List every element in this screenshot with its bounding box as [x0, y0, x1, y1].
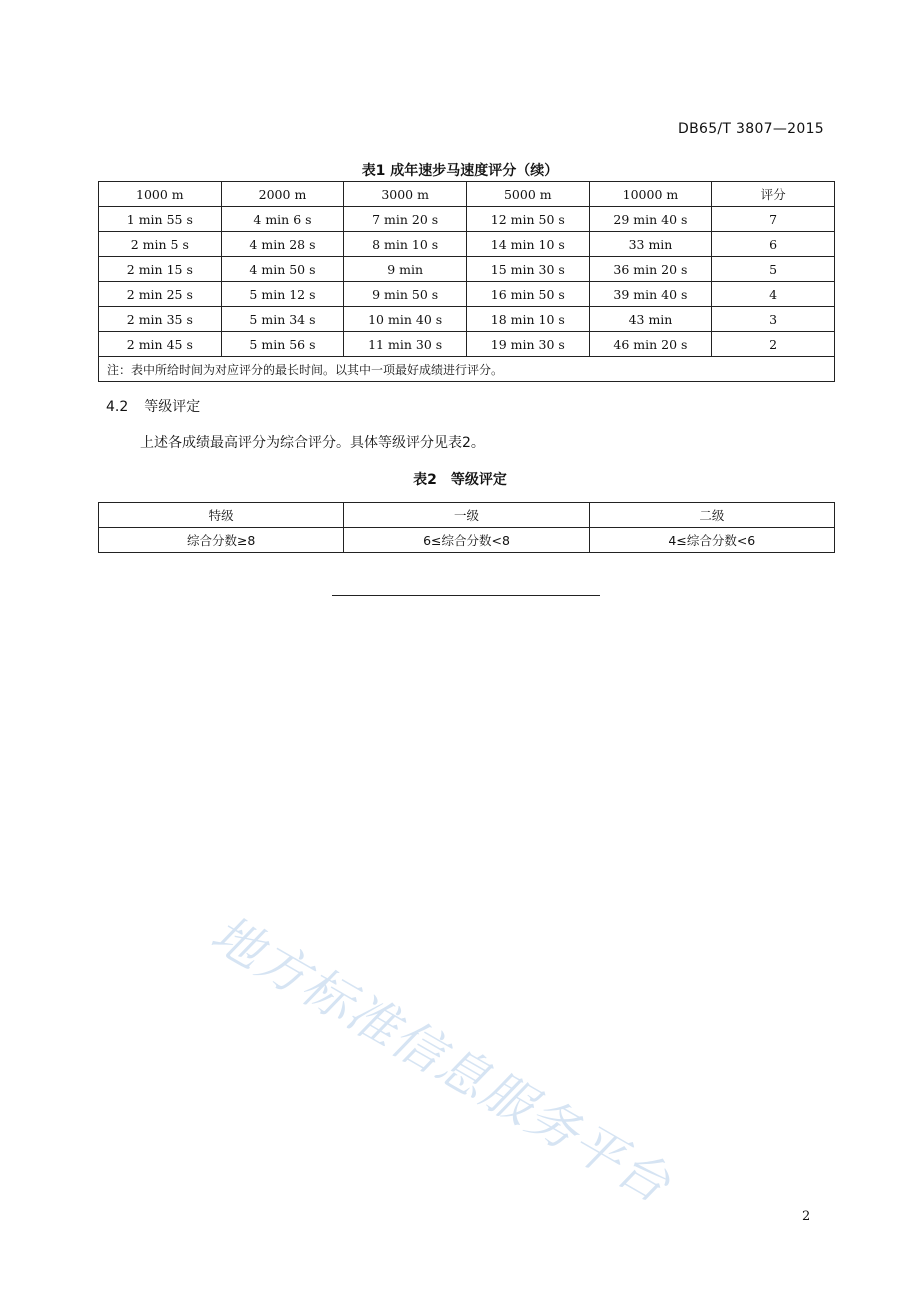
table-cell: 29 min 40 s — [589, 207, 712, 232]
table-cell: 19 min 30 s — [466, 332, 589, 357]
header-cell: 10000 m — [589, 182, 712, 207]
header-cell: 2000 m — [221, 182, 344, 207]
score-cell: 6 — [712, 232, 835, 257]
table-header-row — [99, 503, 835, 528]
section-number: 4.2 — [106, 399, 129, 415]
body-paragraph: 上述各成绩最高评分为综合评分。具体等级评分见表2。 — [140, 435, 485, 451]
table-cell: 12 min 50 s — [466, 207, 589, 232]
watermark: 地方标准信息服务平台 — [201, 904, 681, 1215]
header-cell: 二级 — [589, 503, 834, 528]
document-code: DB65/T 3807—2015 — [678, 121, 824, 137]
grade-table — [98, 502, 835, 553]
end-rule — [332, 595, 600, 596]
section-heading — [106, 396, 200, 416]
table-note: 注：表中所给时间为对应评分的最长时间。以其中一项最好成绩进行评分。 — [99, 357, 835, 382]
table-cell: 4≤综合分数<6 — [589, 528, 834, 553]
table-cell: 4 min 6 s — [221, 207, 344, 232]
table-cell: 8 min 10 s — [344, 232, 467, 257]
speed-score-table — [98, 181, 835, 382]
table-cell: 33 min — [589, 232, 712, 257]
table-cell: 10 min 40 s — [344, 307, 467, 332]
table-row — [99, 207, 835, 232]
table-cell: 2 min 45 s — [99, 332, 222, 357]
table-cell: 43 min — [589, 307, 712, 332]
table-cell: 2 min 25 s — [99, 282, 222, 307]
table-note-row — [99, 357, 835, 382]
table-cell: 14 min 10 s — [466, 232, 589, 257]
table-header-row — [99, 182, 835, 207]
table-cell: 39 min 40 s — [589, 282, 712, 307]
table-cell: 2 min 15 s — [99, 257, 222, 282]
table-row — [99, 528, 835, 553]
table-cell: 7 min 20 s — [344, 207, 467, 232]
table-cell: 15 min 30 s — [466, 257, 589, 282]
table-row — [99, 257, 835, 282]
table-cell: 9 min 50 s — [344, 282, 467, 307]
table-row — [99, 232, 835, 257]
score-cell: 4 — [712, 282, 835, 307]
table1-caption: 表1 成年速步马速度评分（续） — [361, 163, 559, 179]
table-cell: 4 min 50 s — [221, 257, 344, 282]
header-cell: 5000 m — [466, 182, 589, 207]
page-number: 2 — [802, 1209, 811, 1224]
table-cell: 18 min 10 s — [466, 307, 589, 332]
table-cell: 6≤综合分数<8 — [344, 528, 589, 553]
header-cell: 一级 — [344, 503, 589, 528]
table-cell: 2 min 35 s — [99, 307, 222, 332]
table-cell: 2 min 5 s — [99, 232, 222, 257]
table-cell: 5 min 12 s — [221, 282, 344, 307]
table-cell: 16 min 50 s — [466, 282, 589, 307]
table-row — [99, 332, 835, 357]
score-cell: 7 — [712, 207, 835, 232]
header-cell: 特级 — [99, 503, 344, 528]
header-cell: 3000 m — [344, 182, 467, 207]
score-cell: 3 — [712, 307, 835, 332]
table-cell: 11 min 30 s — [344, 332, 467, 357]
table-cell: 1 min 55 s — [99, 207, 222, 232]
section-title: 等级评定 — [144, 399, 201, 415]
table-cell: 5 min 56 s — [221, 332, 344, 357]
table-cell: 5 min 34 s — [221, 307, 344, 332]
score-cell: 2 — [712, 332, 835, 357]
header-cell: 1000 m — [99, 182, 222, 207]
table-cell: 4 min 28 s — [221, 232, 344, 257]
table-cell: 9 min — [344, 257, 467, 282]
header-cell: 评分 — [712, 182, 835, 207]
table-row — [99, 307, 835, 332]
table-cell: 综合分数≥8 — [99, 528, 344, 553]
table-cell: 36 min 20 s — [589, 257, 712, 282]
table-cell: 46 min 20 s — [589, 332, 712, 357]
table2-caption: 表2 等级评定 — [413, 472, 507, 488]
table-row — [99, 282, 835, 307]
score-cell: 5 — [712, 257, 835, 282]
